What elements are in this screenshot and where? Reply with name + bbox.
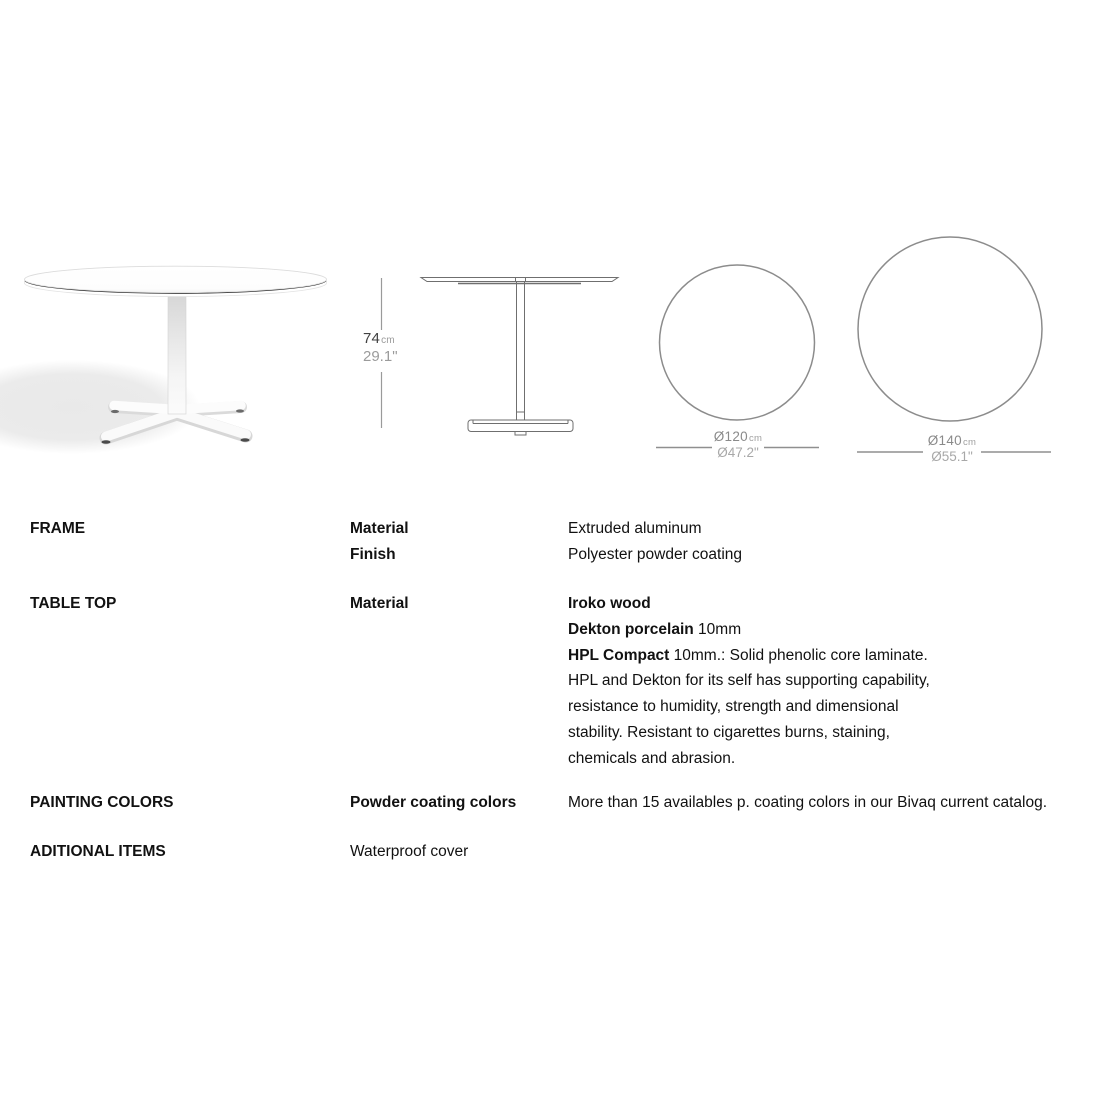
spec-value-line: stability. Resistant to cigarettes burns, staining, <box>568 723 890 741</box>
height-dimension-label <box>363 331 423 365</box>
table-photo <box>0 230 360 460</box>
diameter-120-cm-unit: cm <box>748 433 763 444</box>
base-profile <box>468 420 573 432</box>
tabletop-circle-120 <box>660 265 815 420</box>
diameter-140-cm-unit: cm <box>962 437 977 448</box>
base-center-glide <box>515 432 526 436</box>
spec-value-line: HPL and Dekton for its self has supporting capability, <box>568 672 930 690</box>
spec-value: Polyester powder coating <box>568 545 743 563</box>
foot-pad <box>236 409 244 412</box>
tabletop-profile <box>421 278 618 282</box>
diameter-120-inches: Ø47.2" <box>717 444 759 460</box>
spec-value-line: resistance to humidity, strength and dimensional <box>568 698 899 716</box>
spec-value-line: Iroko wood <box>568 595 651 612</box>
diameter-140-cm: Ø140cm <box>927 433 977 448</box>
diameter-120-drawing <box>640 230 840 465</box>
diameter-140-drawing <box>845 225 1060 470</box>
height-cm-value: 74cm <box>363 330 395 347</box>
foot-pad <box>102 440 111 444</box>
section-label: ADITIONAL ITEMS <box>30 843 166 860</box>
spec-value-line: HPL Compact 10mm.: Solid phenolic core laminate. <box>568 646 928 664</box>
foot-pad <box>241 438 250 442</box>
spec-value: Extruded aluminum <box>568 520 702 537</box>
spec-value-line: Dekton porcelain 10mm <box>568 620 742 638</box>
diameter-140-inches: Ø55.1" <box>931 448 973 464</box>
pedestal-column <box>168 293 186 414</box>
spec-value: Waterproof cover <box>350 843 469 860</box>
spec-value-line: chemicals and abrasion. <box>568 749 736 767</box>
diameter-120-cm: Ø120cm <box>713 429 763 444</box>
spec-key: Finish <box>350 545 396 563</box>
diameter-120-label <box>640 430 836 459</box>
spec-key: Powder coating colors <box>350 794 517 811</box>
top-surface <box>25 266 327 292</box>
table-photo-drawing <box>0 230 360 460</box>
diameter-140-label <box>845 434 1059 463</box>
table-side-drawing <box>355 260 635 450</box>
foot-pad <box>111 410 119 413</box>
spec-value: More than 15 availables p. coating colors in our Bivaq current catalog. <box>568 794 1048 811</box>
section-label: TABLE TOP <box>30 595 117 612</box>
tabletop-circle-140 <box>858 237 1042 421</box>
height-inches-value: 29.1" <box>363 348 398 365</box>
spec-key: Material <box>350 595 409 612</box>
height-cm-unit: cm <box>381 335 395 346</box>
spec-key: Material <box>350 520 409 537</box>
section-label: PAINTING COLORS <box>30 794 174 811</box>
section-label: FRAME <box>30 520 86 537</box>
